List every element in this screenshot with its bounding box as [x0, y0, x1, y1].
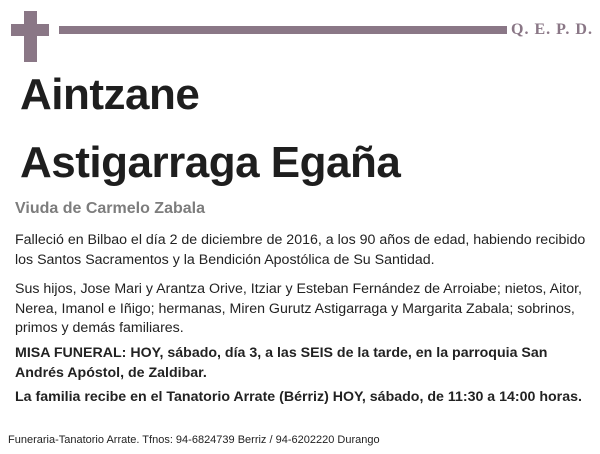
funeral-mass-text: MISA FUNERAL: HOY, sábado, día 3, a las SEIS de la tarde, en la parroquia San Andrés Apóstol, de Zaldibar. — [15, 345, 548, 381]
cross-horizontal-bar — [11, 24, 49, 36]
death-notice-text: Falleció en Bilbao el día 2 de diciembre de 2016, a los 90 años de edad, habiendo recibido los Santos Sacramentos y la Bendición Apostólica de Su Santidad. — [15, 232, 586, 268]
deceased-subtitle: Viuda de Carmelo Zabala — [15, 200, 205, 217]
family-text: Sus hijos, Jose Mari y Arantza Orive, Itziar y Esteban Fernández de Arroiabe; nietos, Aitor, Nerea, Imanol e Iñigo; hermanas, Miren Gurutz Astigarraga y Margarita Zabala; sobrinos, primos y demás familiares. — [15, 281, 582, 336]
visitation-text: La familia recibe en el Tanatorio Arrate (Bérriz) HOY, sábado, de 11:30 a 14:00 horas. — [15, 389, 582, 405]
header-rule — [59, 26, 507, 34]
cross-vertical-bar — [24, 11, 37, 62]
deceased-last-names: Astigarraga Egaña — [20, 138, 401, 187]
deceased-first-name: Aintzane — [20, 70, 200, 119]
funeral-home-footer: Funeraria-Tanatorio Arrate. Tfnos: 94-6824739 Berriz / 94-6202220 Durango — [8, 434, 380, 446]
qepd-label: Q. E. P. D. — [511, 21, 593, 38]
